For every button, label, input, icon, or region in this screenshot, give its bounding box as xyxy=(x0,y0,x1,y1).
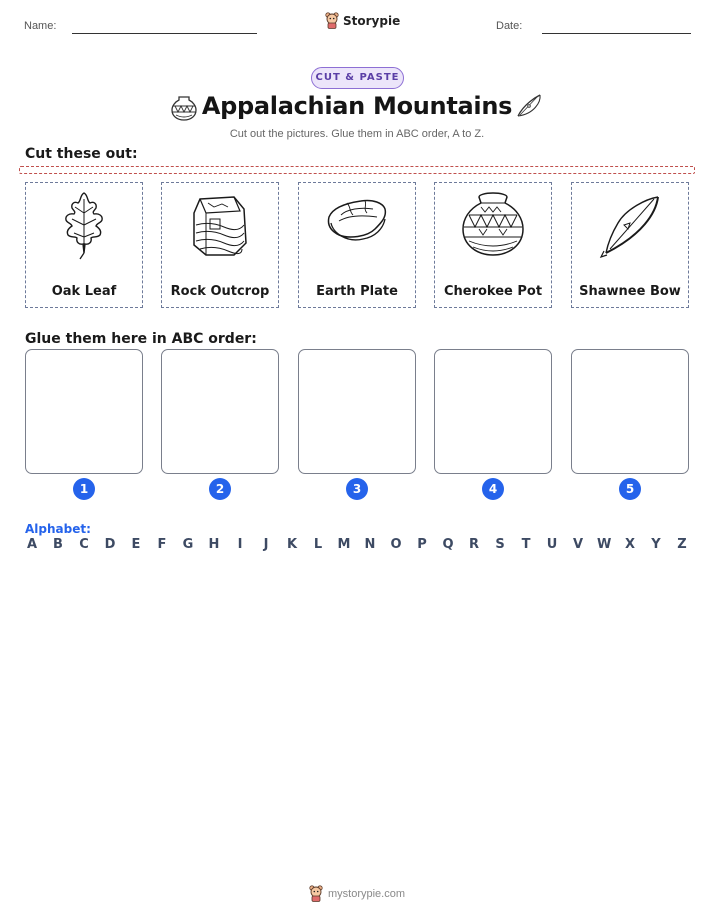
cut-line xyxy=(19,166,695,174)
alphabet-letter: N xyxy=(364,537,376,552)
alphabet-letter: I xyxy=(237,537,243,552)
slot-number-badge: 4 xyxy=(482,478,504,500)
alphabet-letter: A xyxy=(26,537,38,552)
cut-card-rock-outcrop[interactable] xyxy=(161,182,279,308)
cut-heading: Cut these out: xyxy=(25,146,138,162)
name-line[interactable] xyxy=(72,33,257,34)
shawnee-bow-icon xyxy=(596,189,664,261)
activity-tag: CUT & PASTE xyxy=(311,67,404,89)
alphabet-row xyxy=(25,537,689,552)
alphabet-letter: C xyxy=(79,537,89,552)
alphabet-letter: H xyxy=(208,537,220,552)
cut-card-earth-plate[interactable] xyxy=(298,182,416,308)
alphabet-letter: Z xyxy=(677,537,687,552)
alphabet-letter: U xyxy=(546,537,558,552)
cut-card-shawnee-bow[interactable] xyxy=(571,182,689,308)
glue-slot-4[interactable] xyxy=(434,349,552,474)
cut-card-label: Oak Leaf xyxy=(51,284,117,299)
alphabet-letter: D xyxy=(104,537,116,552)
storypie-mascot-icon xyxy=(325,12,339,29)
date-line[interactable] xyxy=(542,33,691,34)
slot-number-badge: 5 xyxy=(619,478,641,500)
brand-logo xyxy=(325,12,400,29)
glue-heading: Glue them here in ABC order: xyxy=(25,331,257,347)
alphabet-letter: P xyxy=(417,537,427,552)
slot-number-badge: 1 xyxy=(73,478,95,500)
rock-outcrop-icon xyxy=(186,189,254,261)
earth-plate-icon xyxy=(323,189,391,261)
alphabet-letter: R xyxy=(468,537,479,552)
alphabet-letter: Q xyxy=(442,537,454,552)
alphabet-letter: G xyxy=(182,537,194,552)
alphabet-letter: B xyxy=(53,537,63,552)
instructions: Cut out the pictures. Glue them in ABC order, A to Z. xyxy=(229,128,485,140)
slot-number-badge: 2 xyxy=(209,478,231,500)
cut-card-label: Cherokee Pot xyxy=(443,284,543,299)
glue-slot-2[interactable] xyxy=(161,349,279,474)
cut-card-label: Earth Plate xyxy=(316,284,398,299)
cut-card-label: Rock Outcrop xyxy=(170,284,270,299)
footer xyxy=(0,885,714,902)
name-label: Name: xyxy=(24,20,57,32)
storypie-mascot-icon xyxy=(309,885,323,902)
alphabet-letter: O xyxy=(390,537,402,552)
alphabet-heading: Alphabet: xyxy=(25,522,91,536)
glue-slot-5[interactable] xyxy=(571,349,689,474)
alphabet-letter: K xyxy=(286,537,298,552)
alphabet-letter: T xyxy=(521,537,531,552)
alphabet-letter: J xyxy=(263,537,269,552)
cut-card-label: Shawnee Bow xyxy=(579,284,681,299)
brand-name: Storypie xyxy=(343,13,401,28)
footer-url[interactable]: mystorypie.com xyxy=(327,887,406,900)
slot-number-badge: 3 xyxy=(346,478,368,500)
alphabet-letter: M xyxy=(337,537,351,552)
oak-leaf-icon xyxy=(50,189,118,261)
date-label: Date: xyxy=(496,20,523,32)
alphabet-letter: L xyxy=(313,537,323,552)
alphabet-letter: S xyxy=(495,537,505,552)
glue-slot-1[interactable] xyxy=(25,349,143,474)
alphabet-letter: W xyxy=(597,537,612,552)
alphabet-letter: Y xyxy=(651,537,661,552)
alphabet-letter: X xyxy=(624,537,636,552)
bow-icon xyxy=(514,92,544,122)
alphabet-letter: F xyxy=(157,537,167,552)
alphabet-letter: V xyxy=(572,537,584,552)
cherokee-pot-icon xyxy=(459,189,527,261)
cut-card-cherokee-pot[interactable] xyxy=(434,182,552,308)
glue-slot-3[interactable] xyxy=(298,349,416,474)
cut-card-oak-leaf[interactable] xyxy=(25,182,143,308)
page-title: Appalachian Mountains xyxy=(201,92,513,120)
alphabet-letter: E xyxy=(131,537,141,552)
